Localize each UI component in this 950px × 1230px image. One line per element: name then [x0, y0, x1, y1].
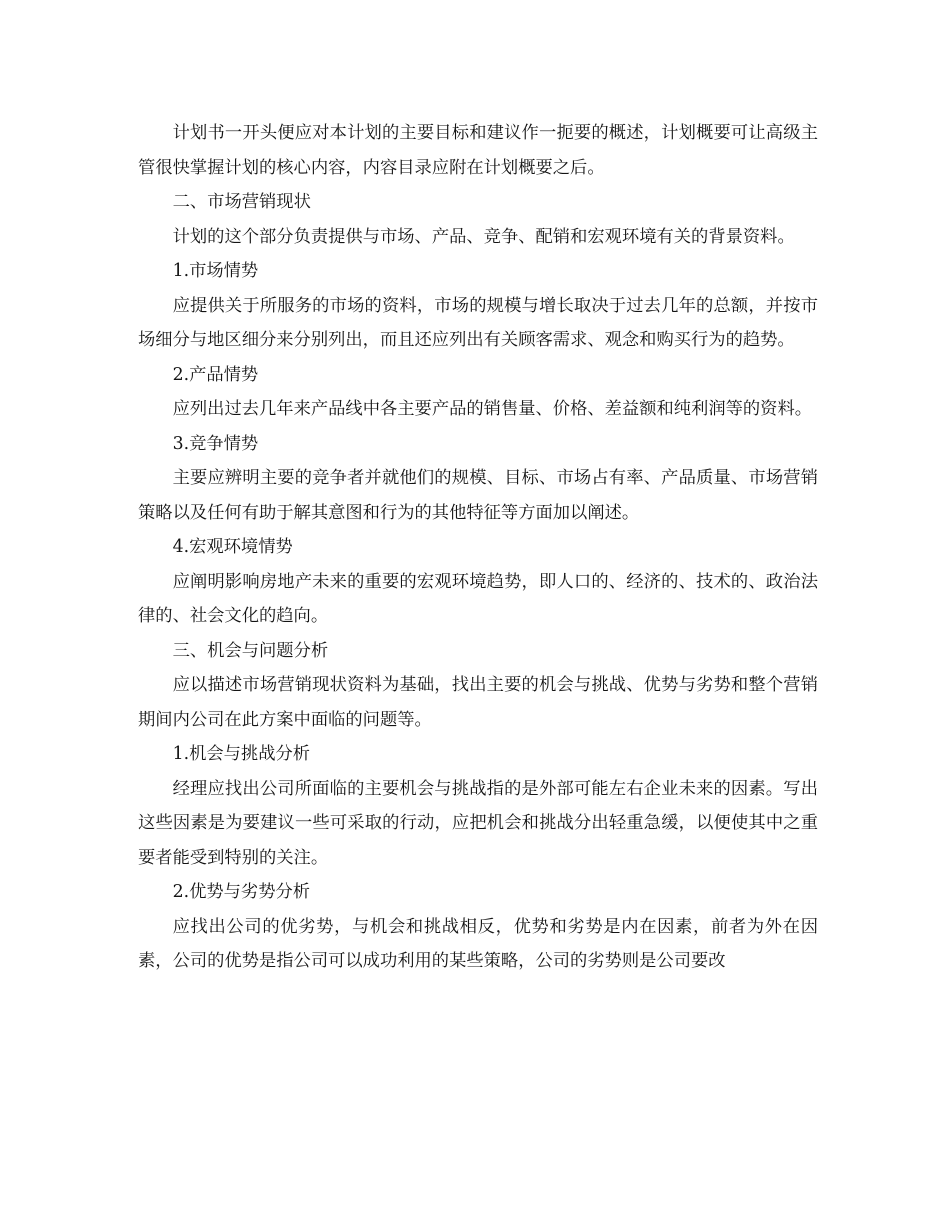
- paragraph-market-status-intro: 计划的这个部分负责提供与市场、产品、竞争、配销和宏观环境有关的背景资料。: [172, 226, 795, 247]
- paragraph-market-situation: 应提供关于所服务的市场的资料，市场的规模与增长取决于过去几年的总额，并按市场细分与地区细分来分别列出，而且还应列出有关顾客需求、观念和购买行为的趋势。: [138, 295, 818, 350]
- subheading-opportunity-challenge: 1.机会与挑战分析: [172, 744, 311, 764]
- section-heading-opportunity-analysis: 三、机会与问题分析: [172, 640, 329, 661]
- subheading-product-situation: 2.产品情势: [172, 364, 259, 385]
- document-body: [138, 116, 818, 979]
- paragraph-macro-environment: 应阐明影响房地产未来的重要的宏观环境趋势，即人口的、经济的、技术的、政治法律的、社会文化的趋向。: [138, 571, 818, 626]
- section-heading-market-status: 二、市场营销现状: [172, 192, 311, 212]
- subheading-macro-environment: 4.宏观环境情势: [172, 537, 293, 557]
- paragraph-strength-weakness: 应找出公司的优劣势，与机会和挑战相反，优势和劣势是内在因素，前者为外在因素，公司的优势是指公司可以成功利用的某些策略，公司的劣势则是公司要改: [138, 916, 818, 971]
- paragraph-opportunity-intro: 应以描述市场营销现状资料为基础，找出主要的机会与挑战、优势与劣势和整个营销期间内公司在此方案中面临的问题等。: [138, 675, 818, 730]
- subheading-strength-weakness: 2.优势与劣势分析: [172, 882, 311, 902]
- paragraph-product-situation: 应列出过去几年来产品线中各主要产品的销售量、价格、差益额和纯利润等的资料。: [172, 399, 813, 419]
- subheading-market-situation: 1.市场情势: [172, 261, 259, 281]
- subheading-competition-situation: 3.竞争情势: [172, 433, 259, 454]
- paragraph-opportunity-challenge: 经理应找出公司所面临的主要机会与挑战指的是外部可能左右企业未来的因素。写出这些因素是为要建议一些可采取的行动，应把机会和挑战分出轻重急缓，以便使其中之重要者能受到特别的关注。: [138, 778, 818, 868]
- paragraph-competition-situation: 主要应辨明主要的竞争者并就他们的规模、目标、市场占有率、产品质量、市场营销策略以及任何有助于解其意图和行为的其他特征等方面加以阐述。: [138, 468, 818, 523]
- paragraph-summary: 计划书一开头便应对本计划的主要目标和建议作一扼要的概述，计划概要可让高级主管很快掌握计划的核心内容，内容目录应附在计划概要之后。: [138, 123, 818, 178]
